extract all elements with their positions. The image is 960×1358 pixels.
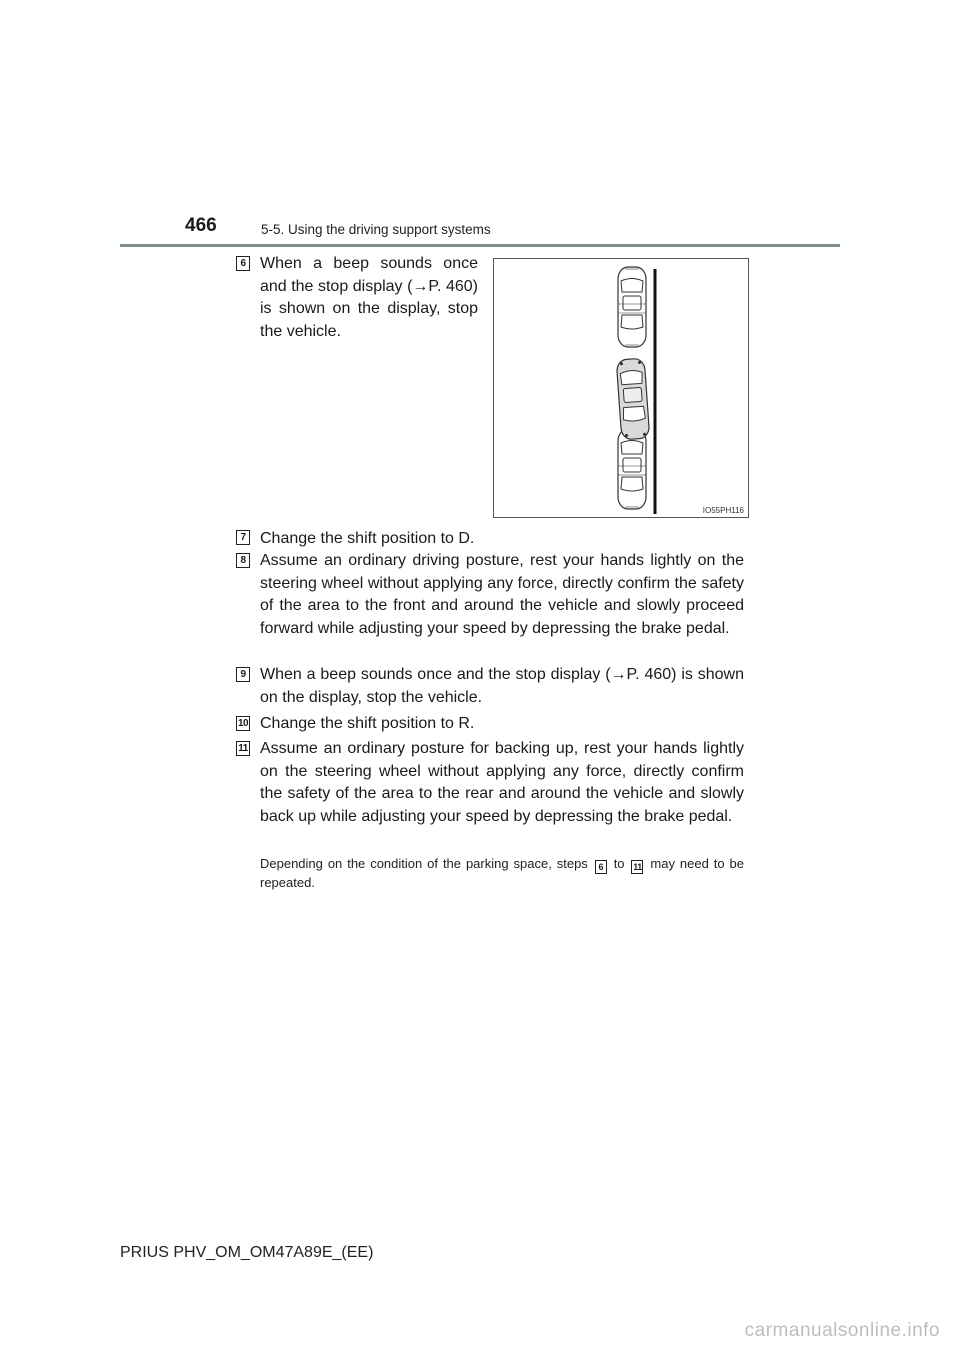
- note-text-after: may need to be repeated.: [260, 856, 744, 890]
- note-text-before: Depending on the condition of the parking space, steps: [260, 856, 588, 871]
- step-text-8: Assume an ordinary driving posture, rest your hands lightly on the steering wheel without applying any force, directly confirm the safety of the area to the front and around the vehicle and slowly proceed forward while adjusting your speed by depressing the brake pedal.: [260, 552, 744, 637]
- step-badge-7: 7: [236, 530, 250, 545]
- section-title: 5-5. Using the driving support systems: [261, 222, 491, 237]
- footer-document-id: PRIUS PHV_OM_OM47A89E_(EE): [120, 1244, 374, 1261]
- page-number: 466: [185, 215, 217, 236]
- note-text-middle: to: [613, 856, 625, 871]
- step-text-9: When a beep sounds once and the stop display (→P. 460) is shown on the display, stop the vehicle.: [260, 666, 744, 706]
- parked-car-front: [618, 267, 646, 347]
- parked-car-rear: [618, 429, 646, 509]
- note-step-to-badge: 11: [633, 862, 642, 872]
- repeat-note: [260, 855, 744, 891]
- step-badge-11: 11: [236, 741, 250, 756]
- step-badge-9: 9: [236, 667, 250, 682]
- note-step-from-badge: 6: [595, 860, 607, 874]
- step-text-11: Assume an ordinary posture for backing up, rest your hands lightly on the steering wheel without applying any force, directly confirm the safety of the area to the rear and around the vehicle and slowly back up while adjusting your speed by depressing the brake pedal.: [260, 740, 744, 825]
- own-vehicle: [616, 358, 650, 440]
- step-text-6: When a beep sounds once and the stop display (→P. 460) is shown on the display, stop the vehicle.: [260, 255, 478, 340]
- header-rule: [120, 244, 840, 247]
- watermark: carmanualsonline.info: [744, 1320, 940, 1341]
- parking-diagram: [494, 259, 750, 519]
- step-text-10: Change the shift position to R.: [260, 715, 475, 732]
- step-badge-8: 8: [236, 553, 250, 568]
- step-badge-6: 6: [236, 256, 250, 271]
- figure-code: IO55PH116: [702, 506, 744, 515]
- parking-figure: [493, 258, 749, 518]
- step-text-7: Change the shift position to D.: [260, 530, 475, 547]
- step-badge-10: 10: [237, 718, 249, 729]
